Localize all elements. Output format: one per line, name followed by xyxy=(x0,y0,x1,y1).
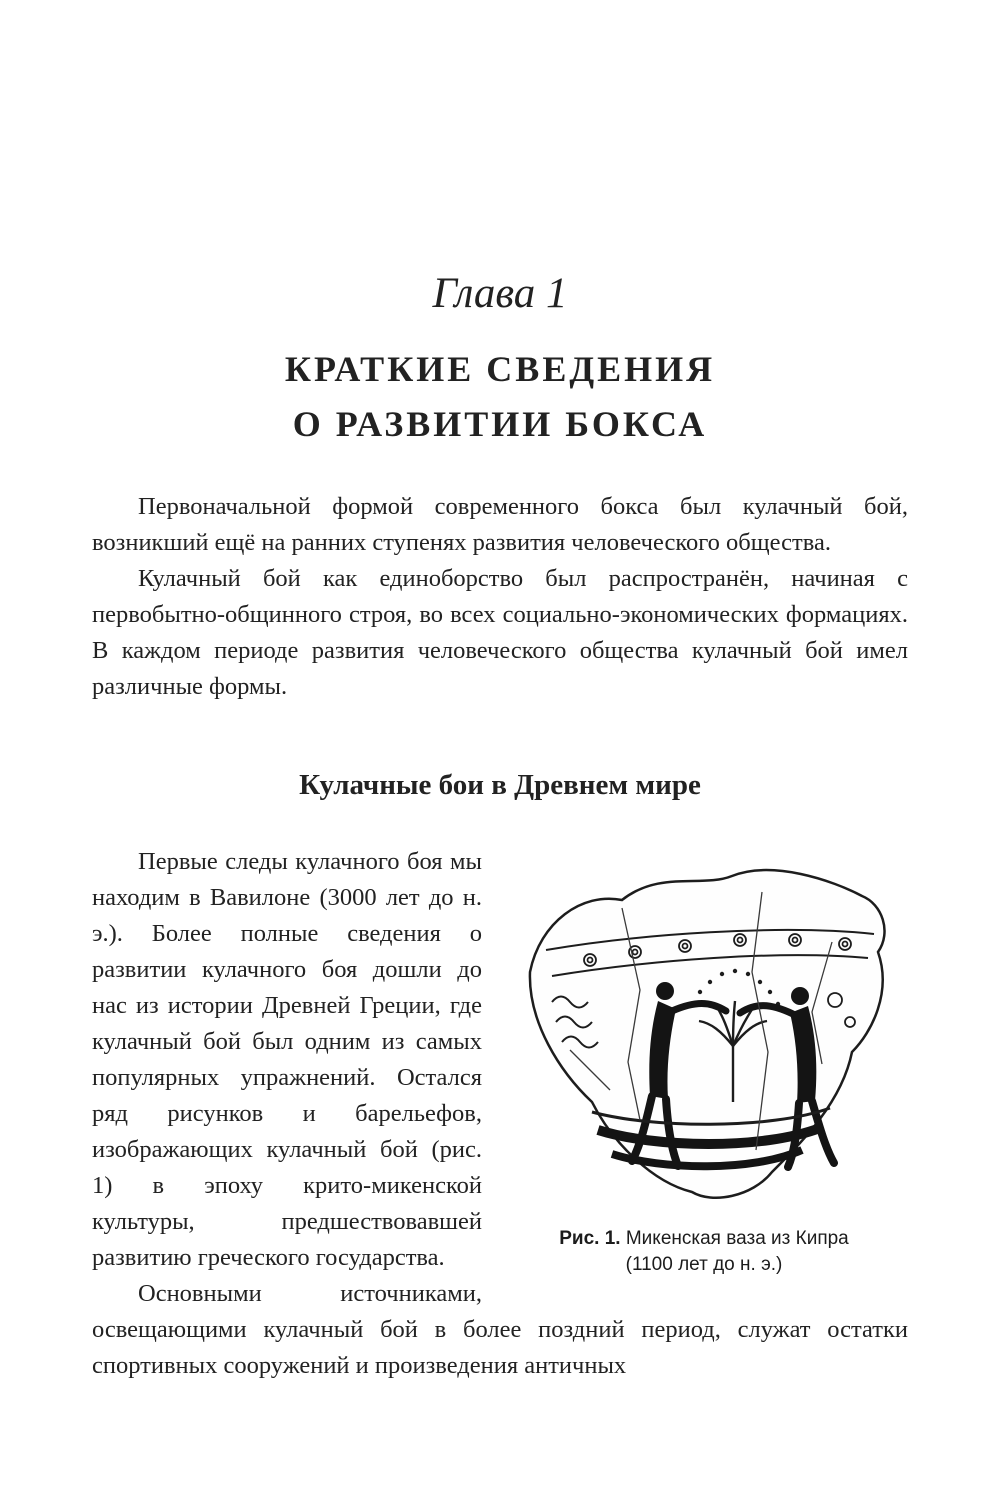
figure-caption-label: Рис. 1. xyxy=(559,1228,621,1250)
section-paragraph-2: Основными источниками, освещающими кулачный бой в более поздний период, служат остатки спортивных сооружений и произведения античных xyxy=(92,1280,908,1380)
chapter-title xyxy=(92,342,908,454)
section-title: Кулачные бои в Древнем мире xyxy=(299,769,701,802)
chapter-label: Глава 1 xyxy=(432,270,568,317)
section-body xyxy=(92,844,908,1384)
section-paragraph-1: Первые следы кулачного боя мы находим в Вавилоне (3000 лет до н. э.). Более полные сведения о развитии кулачного боя дошли до нас из истории Древней Греции, где кулачный бой был одним из самых популярных упражнений. Остался ряд рисунков и барельефов, изображающих кулачный бой (рис. 1) в эпоху крито-микенской культуры, предшествовавшей развитию греческого государства. xyxy=(92,848,482,1272)
mycenaean-vase-engraving xyxy=(500,850,908,1212)
chapter-title-line2: О РАЗВИТИИ БОКСА xyxy=(292,404,708,445)
figure-caption-text: Микенская ваза из Кипра xyxy=(625,1228,849,1250)
figure-1 xyxy=(500,850,908,1277)
figure-caption-line2: (1100 лет до н. э.) xyxy=(625,1253,783,1275)
figure-caption xyxy=(500,1226,908,1277)
intro-paragraph-2: Кулачный бой как единоборство был распространён, начиная с первобытно-общинного строя, во всех социально-экономических формациях. В каждом периоде развития человеческого общества кулачный бой имел различные формы. xyxy=(92,565,908,701)
chapter-title-line1: КРАТКИЕ СВЕДЕНИЯ xyxy=(284,348,716,389)
intro-paragraph-1: Первоначальной формой современного бокса был кулачный бой, возникший ещё на ранних ступенях развития человеческого общества. xyxy=(92,493,908,557)
